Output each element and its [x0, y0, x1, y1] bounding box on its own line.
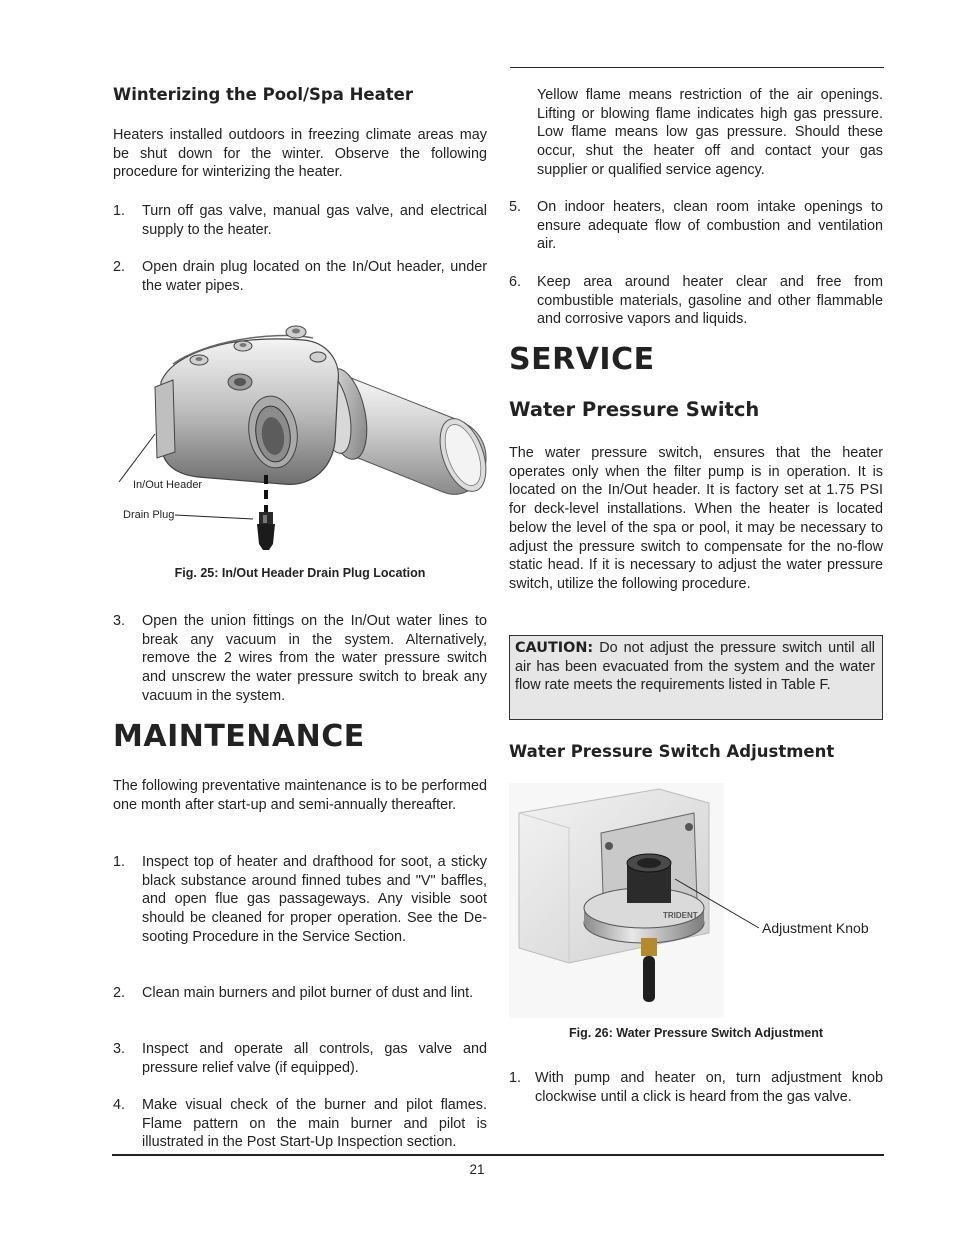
top-rule [510, 67, 884, 68]
page-number: 21 [469, 1162, 485, 1177]
list-text: Open drain plug located on the In/Out header, under the water pipes. [142, 259, 487, 294]
adjustment-leader-line [509, 783, 889, 1018]
list-number: 6. [509, 274, 522, 290]
switch-brand-text: TRIDENT [663, 911, 698, 920]
maintenance-heading: MAINTENANCE [113, 719, 365, 754]
list-number: 1. [113, 854, 126, 870]
water-pressure-switch-heading: Water Pressure Switch [509, 398, 760, 421]
list-number: 1. [509, 1070, 522, 1086]
list-number: 3. [113, 613, 126, 629]
water-pressure-switch-text: The water pressure switch, ensures that the heater operates only when the filter pump is in operation. It is located on the In/Out header. It is factory set at 1.75 PSI for deck-level installations. When the heater is located below the level of the spa or pool, it may be necessary to adjust the pressure switch to compensate for the no-flow static head. If it is necessary to adjust the water pressure switch, utilize the following procedure. [509, 445, 883, 592]
list-text: Clean main burners and pilot burner of dust and lint. [142, 985, 474, 1001]
caution-box [509, 635, 883, 720]
list-text: Inspect top of heater and drafthood for soot, a sticky black substance around finned tubes and "V" baffles, and open flue gas passageways. Any visible soot should be cleaned for proper operation. See the De-sooting Procedure in the Service Section. [142, 854, 487, 945]
label-adjustment-knob: Adjustment Knob [762, 920, 869, 936]
list-number: 2. [113, 985, 126, 1001]
adjustment-heading: Water Pressure Switch Adjustment [509, 742, 835, 761]
caution-text [515, 639, 875, 695]
list-text: Make visual check of the burner and pilot flames. Flame pattern on the main burner and pilot is illustrated in the Post Start-Up Inspection section. [142, 1097, 487, 1151]
caution-label: CAUTION: [515, 640, 594, 656]
service-heading: SERVICE [509, 342, 655, 377]
flame-continued-text: Yellow flame means restriction of the air openings. Lifting or blowing flame indicates high gas pressure. Low flame means low gas pressure. Should these occur, shut the heater off and contact your gas supplier or qualified service agency. [537, 87, 883, 178]
winterizing-heading: Winterizing the Pool/Spa Heater [113, 85, 413, 104]
list-text: Open the union fittings on the In/Out water lines to break any vacuum in the system. Alternatively, remove the 2 wires from the water pressure switch and unscrew the water pressure switch to break any vacuum in the system. [142, 613, 487, 704]
list-text: Turn off gas valve, manual gas valve, and electrical supply to the heater. [142, 203, 487, 238]
winterizing-intro: Heaters installed outdoors in freezing climate areas may be shut down for the winter. Observe the following procedure for winterizing the heater. [113, 127, 487, 181]
label-in-out-header: In/Out Header [133, 479, 203, 491]
bottom-rule [112, 1154, 884, 1156]
list-text: With pump and heater on, turn adjustment knob clockwise until a click is heard from the gas valve. [535, 1070, 883, 1105]
list-number: 3. [113, 1041, 126, 1057]
list-text: Inspect and operate all controls, gas valve and pressure relief valve (if equipped). [142, 1041, 487, 1076]
list-text: Keep area around heater clear and free from combustible materials, gasoline and other flammable and corrosive vapors and liquids. [537, 274, 883, 328]
fig26-caption: Fig. 26: Water Pressure Switch Adjustment [569, 1026, 823, 1040]
list-number: 1. [113, 203, 126, 219]
caution-body: Do not adjust the pressure switch until all air has been evacuated from the system and the water flow rate meets the requirements listed in Table F. [515, 640, 875, 694]
fig25-caption: Fig. 25: In/Out Header Drain Plug Location [174, 566, 426, 580]
maintenance-intro: The following preventative maintenance is to be performed one month after start-up and semi-annually thereafter. [113, 778, 487, 813]
list-text: On indoor heaters, clean room intake openings to ensure adequate flow of combustion and ventilation air. [537, 199, 883, 253]
figure-pressure-switch [509, 783, 889, 1018]
label-drain-plug: Drain Plug [123, 509, 175, 521]
list-number: 4. [113, 1097, 126, 1113]
figure-in-out-header [113, 312, 493, 557]
list-number: 2. [113, 259, 126, 275]
list-number: 5. [509, 199, 522, 215]
